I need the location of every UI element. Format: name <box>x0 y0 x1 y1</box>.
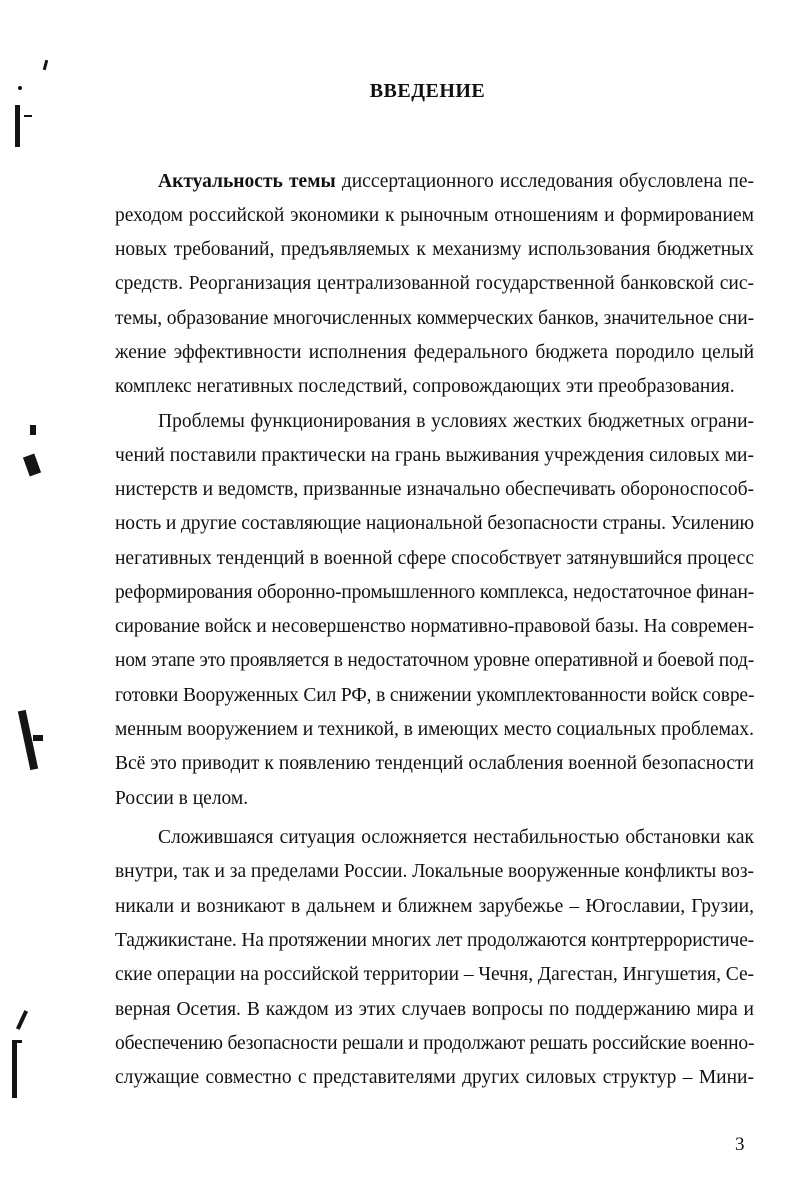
text-line <box>158 169 754 195</box>
text-line: средств. Реорганизация централизованной государственной банковской сис- <box>115 273 754 294</box>
text-line: Сложившаяся ситуация осложняется нестабильностью обстановки как <box>158 827 754 848</box>
text-line: жение эффективности исполнения федерального бюджета породило целый <box>115 342 754 363</box>
scan-artifact <box>24 115 32 117</box>
text-line: обеспечению безопасности решали и продолжают решать российские военно- <box>115 1033 755 1054</box>
text-line: Таджикистане. На протяжении многих лет продолжаются контртеррористиче- <box>115 930 754 951</box>
scan-artifact <box>43 60 48 70</box>
text-line: верная Осетия. В каждом из этих случаев вопросы по поддержанию мира и <box>115 999 754 1020</box>
text-line: ность и другие составляющие национальной безопасности страны. Усилению <box>115 513 754 534</box>
text-line: ном этапе это проявляется в недостаточном уровне оперативной и боевой под- <box>115 650 754 671</box>
scan-artifact <box>12 1040 17 1098</box>
scan-artifact <box>33 735 43 741</box>
text-line: России в целом. <box>115 788 249 809</box>
text-line: внутри, так и за пределами России. Локальные вооруженные конфликты воз- <box>115 861 754 882</box>
text-line: менным вооружением и техникой, в имеющих место социальных проблемах. <box>115 719 754 740</box>
text-line: служащие совместно с представителями других силовых структур – Мини- <box>115 1067 754 1088</box>
text-line: реходом российской экономики к рыночным отношениям и формированием <box>115 205 754 226</box>
text-line: нистерств и ведомств, призванные изначально обеспечивать обороноспособ- <box>115 479 754 500</box>
scan-artifact <box>16 1010 28 1030</box>
text-line: ские операции на российской территории – Чечня, Дагестан, Ингушетия, Се- <box>115 964 755 985</box>
text-line: сирование войск и несовершенство нормативно-правовой базы. На современ- <box>115 616 754 637</box>
scan-artifact <box>23 454 41 477</box>
text-line: негативных тенденций в военной сфере способствует затянувшийся процесс <box>115 548 754 569</box>
page-number: 3 <box>735 1134 745 1155</box>
text-line: никали и возникают в дальнем и ближнем зарубежье – Югославии, Грузии, <box>115 896 754 917</box>
text-run: диссертационного исследования обусловлена пе- <box>335 171 754 192</box>
text-line: Всё это приводит к появлению тенденций ослабления военной безопасности <box>115 753 754 774</box>
scan-artifact <box>15 105 20 147</box>
text-line: темы, образование многочисленных коммерческих банков, значительное сни- <box>115 308 754 329</box>
text-line: комплекс негативных последствий, сопровождающих эти преобразования. <box>115 376 735 397</box>
text-line: Проблемы функционирования в условиях жестких бюджетных ограни- <box>158 411 754 432</box>
scan-artifact <box>30 425 36 435</box>
text-line: готовки Вооруженных Сил РФ, в снижении укомплектованности войск совре- <box>115 685 755 706</box>
text-line: новых требований, предъявляемых к механизму использования бюджетных <box>115 239 754 260</box>
text-line: чений поставили практически на грань выживания учреждения силовых ми- <box>115 445 754 466</box>
page-title: ВВЕДЕНИЕ <box>369 80 486 102</box>
text-line: реформирования оборонно-промышленного комплекса, недостаточное финан- <box>115 582 754 603</box>
emphasis-term: Актуальность темы <box>158 171 336 192</box>
scan-artifact <box>12 1040 22 1043</box>
